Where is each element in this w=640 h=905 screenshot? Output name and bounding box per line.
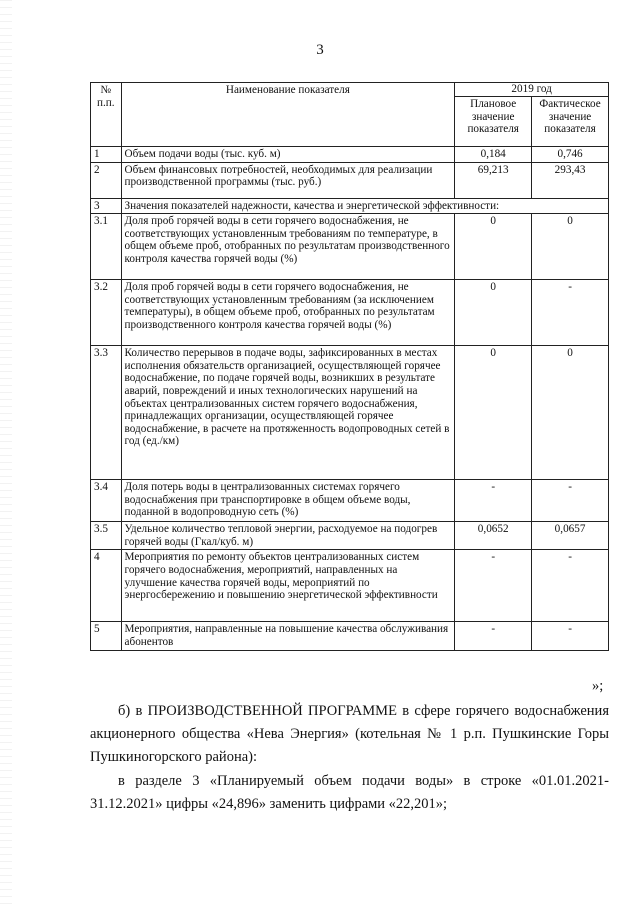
row-actual: - [532, 550, 609, 622]
row-number: 2 [91, 162, 122, 198]
table-row [91, 147, 609, 163]
row-number: 5 [91, 622, 122, 650]
row-planned: 0,184 [455, 147, 532, 163]
row-name: Доля проб горячей воды в сети горячего водоснабжения, не соответствующих установленным требованиям (за исключением температуры), в общем объеме проб, отобранных по результатам производственного контроля качества горячей воды (%) [121, 280, 455, 346]
row-planned: 0,0652 [455, 522, 532, 550]
row-name: Количество перерывов в подаче воды, зафиксированных в местах исполнения обязательств организацией, осуществляющей горячее водоснабжение, по подаче горячей воды, возникших в результате аварий, повреждений и иных технологических нарушений на объектах централизованных систем горячего водоснабжения, принадлежащих организации, осуществляющей горячее водоснабжение, в расчете на протяженность водопроводных сетей в год (ед./км) [121, 346, 455, 480]
row-name: Мероприятия, направленные на повышение качества обслуживания абонентов [121, 622, 455, 650]
header-actual: Фактическое значение показателя [532, 97, 609, 147]
row-actual: - [532, 280, 609, 346]
indicators-table [90, 82, 609, 651]
table-row [91, 346, 609, 480]
header-planned: Плановое значение показателя [455, 97, 532, 147]
row-planned: 69,213 [455, 162, 532, 198]
header-name: Наименование показателя [121, 83, 455, 147]
table-row [91, 622, 609, 650]
row-actual: - [532, 622, 609, 650]
row-name: Доля потерь воды в централизованных системах горячего водоснабжения при транспортировке в общем объеме воды, поданной в водопроводную сеть (%) [121, 480, 455, 522]
row-planned: - [455, 622, 532, 650]
row-actual: 0,746 [532, 147, 609, 163]
row-actual: 0 [532, 214, 609, 280]
row-actual: 0,0657 [532, 522, 609, 550]
row-number: 3.5 [91, 522, 122, 550]
paragraph-b: б) в ПРОИЗВОДСТВЕННОЙ ПРОГРАММЕ в сфере горячего водоснабжения акционерного общества «Нева Энергия» (котельная № 1 р.п. Пушкинские Горы Пушкиногорского района): [90, 703, 609, 765]
scan-edge [0, 0, 12, 905]
row-name: Доля проб горячей воды в сети горячего водоснабжения, не соответствующих установленным требованиям по температуре, в общем объеме проб, отобранных по результатам производственного контроля качества горячей воды (%) [121, 214, 455, 280]
header-year: 2019 год [455, 83, 609, 97]
table-row [91, 280, 609, 346]
table-row [91, 550, 609, 622]
row-name: Мероприятия по ремонту объектов централизованных систем горячего водоснабжения, мероприятий, направленных на улучшение качества горячей воды, мероприятий по энергосбережению и повышению энергетической эффективности [121, 550, 455, 622]
row-name: Объем подачи воды (тыс. куб. м) [121, 147, 455, 163]
row-planned: - [455, 550, 532, 622]
table-row [91, 522, 609, 550]
row-actual: 293,43 [532, 162, 609, 198]
table-row [91, 162, 609, 198]
row-actual: 0 [532, 346, 609, 480]
row-number: 3.4 [91, 480, 122, 522]
row-number: 1 [91, 147, 122, 163]
row-planned: 0 [455, 214, 532, 280]
row-number: 3 [91, 198, 122, 214]
page-number: 3 [316, 42, 324, 58]
table-row [91, 480, 609, 522]
table-row [91, 198, 609, 214]
row-number: 3.2 [91, 280, 122, 346]
table-row [91, 214, 609, 280]
row-name: Объем финансовых потребностей, необходимых для реализации производственной программы (тыс. руб.) [121, 162, 455, 198]
row-name: Значения показателей надежности, качества и энергетической эффективности: [121, 198, 608, 214]
row-number: 3.3 [91, 346, 122, 480]
row-actual: - [532, 480, 609, 522]
paragraph-section3: в разделе 3 «Планируемый объем подачи воды» в строке «01.01.2021-31.12.2021» цифры «24,896» заменить цифрами «22,201»; [90, 773, 609, 812]
row-number: 4 [91, 550, 122, 622]
row-number: 3.1 [91, 214, 122, 280]
header-num: № п.п. [91, 83, 122, 147]
row-planned: 0 [455, 280, 532, 346]
table-closing: »; [592, 678, 604, 694]
row-name: Удельное количество тепловой энергии, расходуемое на подогрев горячей воды (Гкал/куб. м) [121, 522, 455, 550]
row-planned: 0 [455, 346, 532, 480]
row-planned: - [455, 480, 532, 522]
